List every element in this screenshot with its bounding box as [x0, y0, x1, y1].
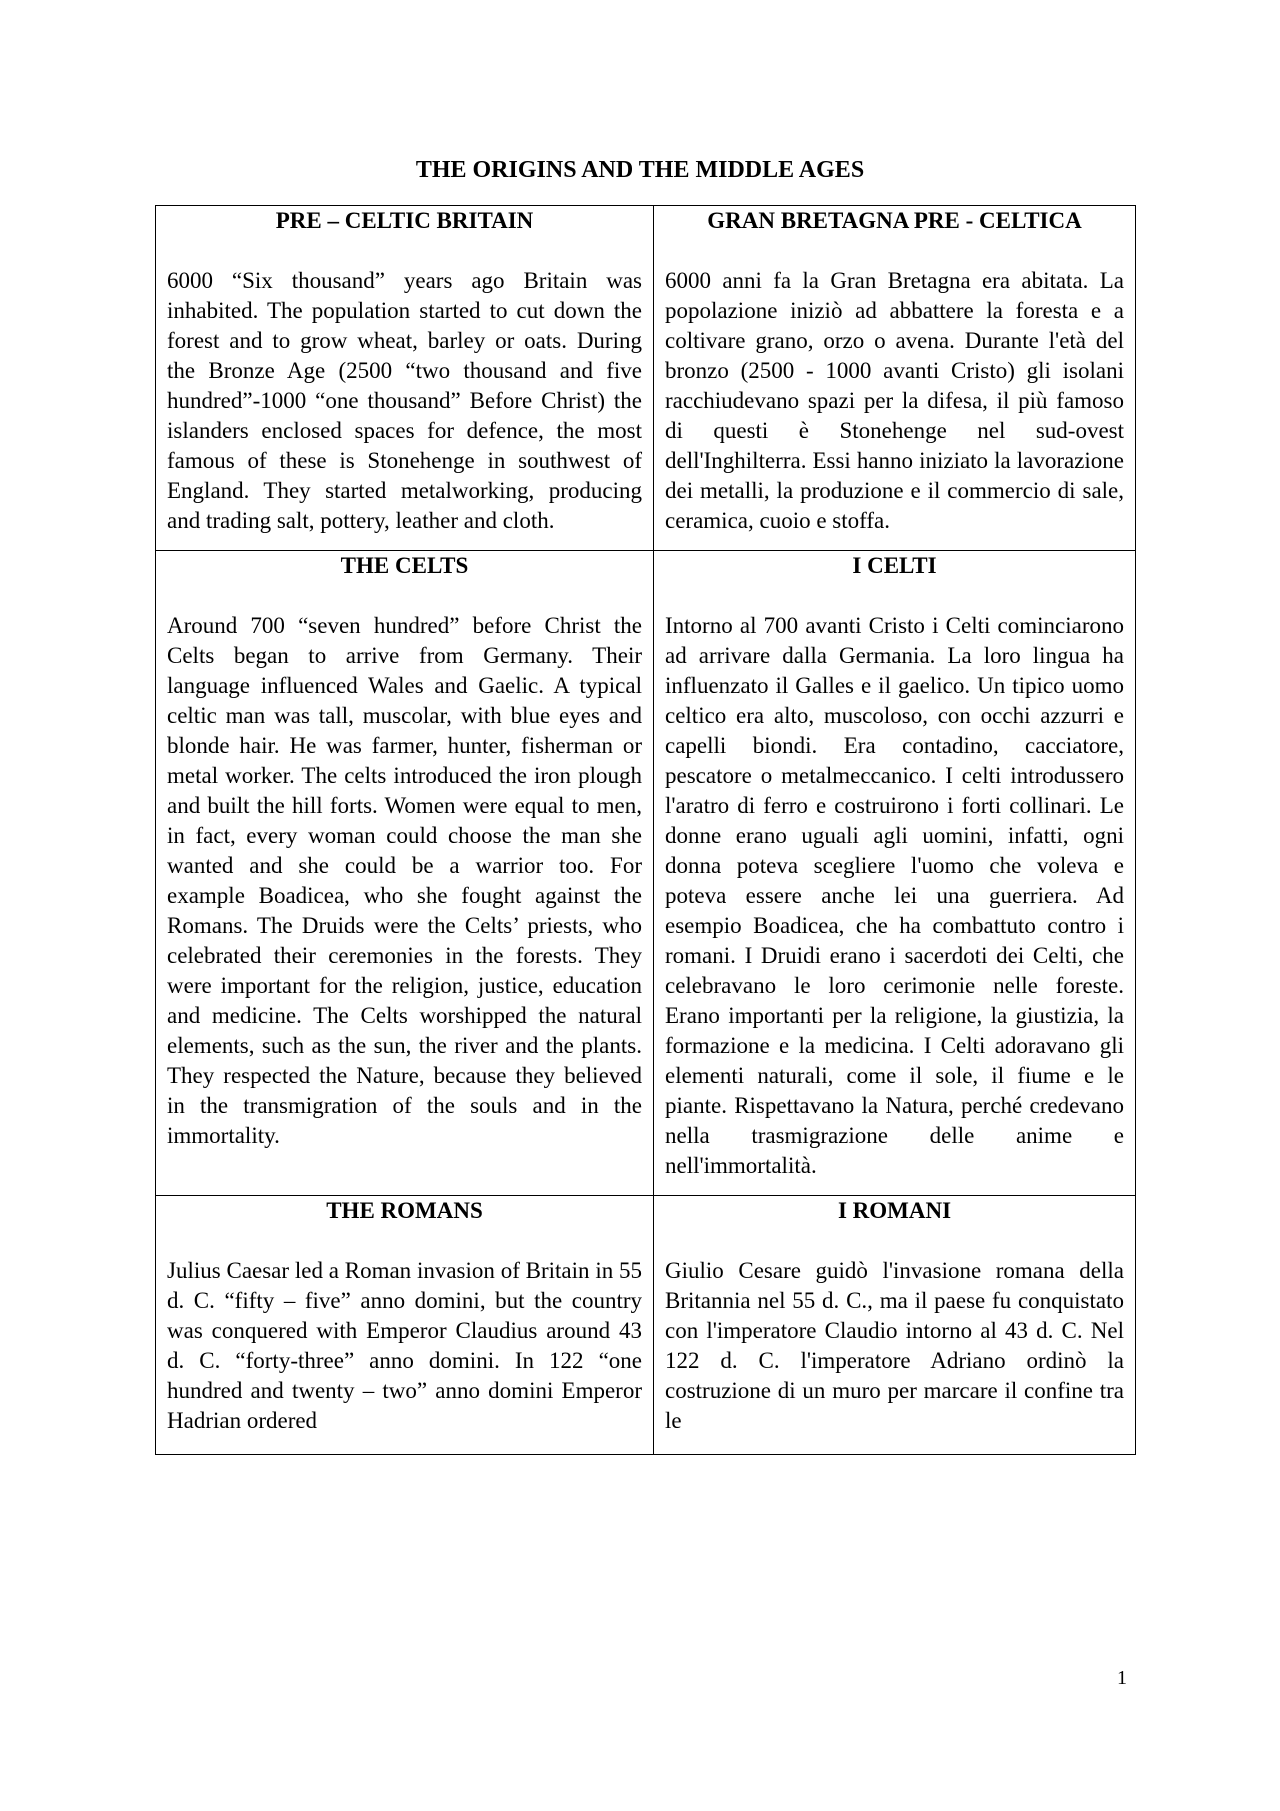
cell-english-celts [156, 551, 654, 1196]
section-text-english: Julius Caesar led a Roman invasion of Britain in 55 d. C. “fifty – five” anno domini, but the country was conquered with Emperor Claudius around 43 d. C. “forty-three” anno domini. In 122 “one hundred and twenty – two” anno domini Emperor Hadrian ordered [167, 1258, 642, 1433]
section-heading-english: PRE – CELTIC BRITAIN [275, 208, 534, 233]
section-text-english: 6000 “Six thousand” years ago Britain was inhabited. The population started to cut down the forest and to grow wheat, barley or oats. During the Bronze Age (2500 “two thousand and five hundred”-1000 “one thousand” Before Christ) the islanders enclosed spaces for defence, the most famous of these is Stonehenge in southwest of England. They started metalworking, producing and trading salt, pottery, leather and cloth. [167, 268, 642, 533]
page-title: THE ORIGINS AND THE MIDDLE AGES [415, 157, 865, 183]
cell-italian-pre-celtic [654, 206, 1136, 551]
section-text-italian: Giulio Cesare guidò l'invasione romana della Britannia nel 55 d. C., ma il paese fu conquistato con l'imperatore Claudio intorno al 43 d. C. Nel 122 d. C. l'imperatore Adriano ordinò la costruzione di un muro per marcare il confine tra le [665, 1258, 1124, 1433]
cell-italian-romans [654, 1196, 1136, 1455]
section-heading-english: THE ROMANS [326, 1198, 483, 1223]
table-row-romans [156, 1196, 1136, 1455]
section-text-italian: Intorno al 700 avanti Cristo i Celti cominciarono ad arrivare dalla Germania. La loro lingua ha influenzato il Galles e il gaelico. Un tipico uomo celtico era alto, muscoloso, con occhi azzurri e capelli biondi. Era contadino, cacciatore, pescatore o metalmeccanico. I celti introdussero l'aratro di ferro e costruirono i forti collinari. Le donne erano uguali agli uomini, infatti, ogni donna poteva scegliere l'uomo che voleva e poteva essere anche lei una guerriera. Ad esempio Boadicea, che ha combattuto contro i romani. I Druidi erano i sacerdoti dei Celti, che celebravano le loro cerimonie nelle foreste. Erano importanti per la religione, la giustizia, la formazione e la medicina. I Celti adoravano gli elementi naturali, come il sole, il fiume e le piante. Rispettavano la Natura, perché credevano nella trasmigrazione delle anime e nell'immortalità. [665, 613, 1124, 1178]
page-number: 1 [1117, 1667, 1127, 1689]
section-heading-english: THE CELTS [340, 553, 469, 578]
bilingual-table [155, 205, 1136, 1455]
section-heading-italian: GRAN BRETAGNA PRE - CELTICA [707, 208, 1082, 233]
table-row-celts [156, 551, 1136, 1196]
cell-english-romans [156, 1196, 654, 1455]
section-text-italian: 6000 anni fa la Gran Bretagna era abitata. La popolazione iniziò ad abbattere la foresta e a coltivare grano, orzo o avena. Durante l'età del bronzo (2500 - 1000 avanti Cristo) gli isolani racchiudevano spazi per la difesa, il più famoso di questi è Stonehenge nel sud-ovest dell'Inghilterra. Essi hanno iniziato la lavorazione dei metalli, la produzione e il commercio di sale, ceramica, cuoio e stoffa. [665, 268, 1124, 533]
table-row-pre-celtic [156, 206, 1136, 551]
section-heading-italian: I ROMANI [837, 1198, 952, 1223]
section-text-english: Around 700 “seven hundred” before Christ the Celts began to arrive from Germany. Their language influenced Wales and Gaelic. A typical celtic man was tall, muscolar, with blue eyes and blonde hair. He was farmer, hunter, fisherman or metal worker. The celts introduced the iron plough and built the hill forts. Women were equal to men, in fact, every woman could choose the man she wanted and she could be a warrior too. For example Boadicea, who she fought against the Romans. The Druids were the Celts’ priests, who celebrated their ceremonies in the forests. They were important for the religion, justice, education and medicine. The Celts worshipped the natural elements, such as the sun, the river and the plants. They respected the Nature, because they believed in the transmigration of the souls and in the immortality. [167, 613, 642, 1148]
cell-english-pre-celtic [156, 206, 654, 551]
section-heading-italian: I CELTI [852, 553, 937, 578]
cell-italian-celts [654, 551, 1136, 1196]
